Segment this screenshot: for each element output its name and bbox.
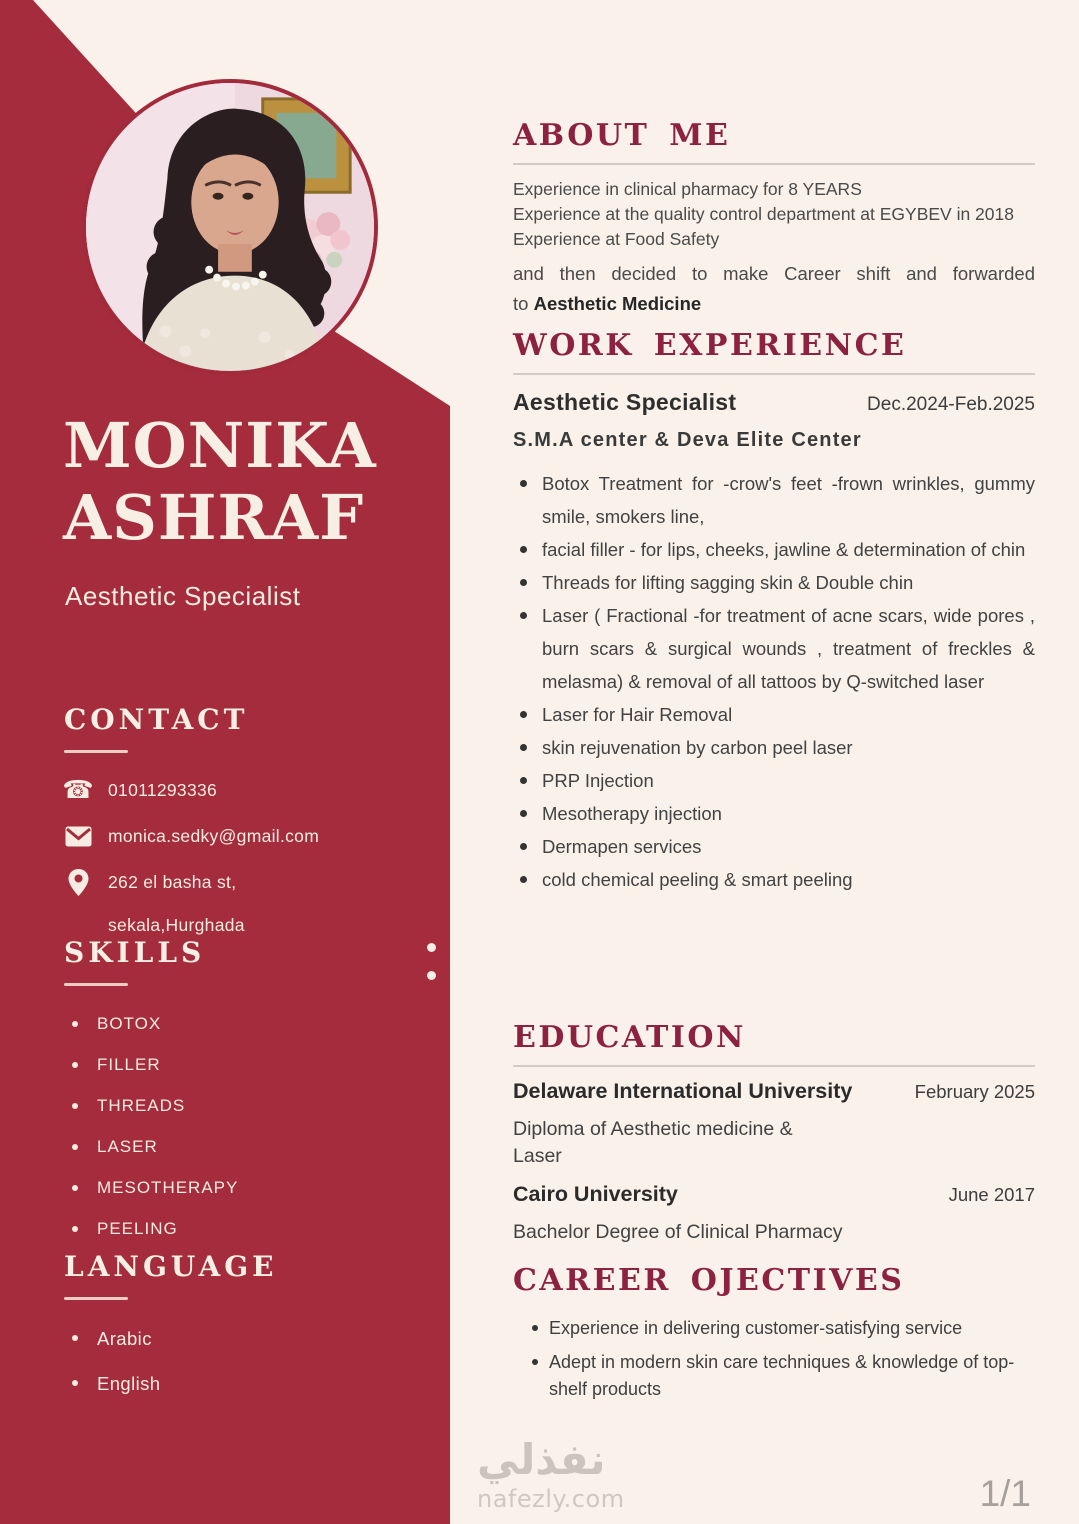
contact-section [0,703,450,936]
work-bullet: PRP Injection [513,764,1035,797]
education-date: February 2025 [914,1081,1035,1102]
section-divider [513,373,1035,375]
about-section [513,118,1035,319]
skill-item: PEELING [64,1217,450,1241]
name-line-2: ASHRAF [63,481,365,554]
work-bullet: Botox Treatment for -crow's feet -frown wrinkles, gummy smile, smokers line, [513,467,1035,533]
work-bullet: Threads for lifting sagging skin & Double chin [513,566,1035,599]
language-item: English [64,1371,450,1397]
contact-item-phone [64,777,450,803]
work-bullet: cold chemical peeling & smart peeling [513,863,1035,896]
email-address: monica.sedky@gmail.com [108,826,320,846]
contact-item-email [64,823,450,849]
skills-heading: SKILLS [64,936,206,969]
skill-item: LASER [64,1135,450,1159]
language-item: Arabic [64,1326,450,1352]
language-heading: LANGUAGE [64,1250,278,1283]
about-line: Experience at the quality control department at EGYBEV in 2018 [513,204,1014,224]
contact-heading: CONTACT [64,703,249,736]
about-heading: ABOUT ME [513,118,731,153]
objectives-bullet-list [513,1315,1035,1403]
contact-list [64,777,450,936]
school-name: Delaware International University [513,1079,853,1103]
skills-section [0,936,450,1258]
address-line-2: sekala,Hurghada [108,915,245,935]
education-entry [513,1182,1035,1246]
contact-underline [64,750,128,753]
school-name: Cairo University [513,1182,678,1206]
education-date: June 2017 [948,1184,1035,1205]
work-heading: WORK EXPERIENCE [513,328,907,363]
degree-name: Bachelor Degree of Clinical Pharmacy [513,1221,843,1243]
degree-name [513,1116,1035,1170]
work-section [513,328,1035,896]
about-final-line-2 [513,289,1035,319]
skill-item: THREADS [64,1094,450,1118]
watermark-logo: نفذلي [477,1435,606,1484]
page-indicator: 1/1 [979,1473,1031,1514]
work-bullet: Laser for Hair Removal [513,698,1035,731]
work-bullet: Mesotherapy injection [513,797,1035,830]
work-bullet: Laser ( Fractional -for treatment of acne scars, wide pores , burn scars & surgical wounds , treatment of freckles & melasma) & removal of all tattoos by Q-switched laser [513,599,1035,698]
work-job-title: Aesthetic Specialist [513,389,737,415]
about-final-bold: Aesthetic Medicine [533,293,702,314]
name-line-1: MONIKA [63,409,377,482]
about-final-prefix: to [513,293,534,314]
language-section [0,1250,450,1416]
section-divider [513,1065,1035,1067]
objectives-bullet: Experience in delivering customer-satisfying service [513,1315,1035,1342]
objectives-section [513,1263,1035,1410]
skills-list [64,1012,450,1241]
objectives-heading: CAREER OJECTIVES [513,1263,905,1298]
email-icon [64,823,92,849]
section-divider [513,163,1035,165]
sidebar-job-title: Aesthetic Specialist [65,581,301,611]
about-line: Experience in clinical pharmacy for 8 YEARS [513,179,862,199]
work-bullet: skin rejuvenation by carbon peel laser [513,731,1035,764]
work-date-range: Dec.2024-Feb.2025 [867,394,1035,415]
skill-item: FILLER [64,1053,450,1077]
skill-item: MESOTHERAPY [64,1176,450,1200]
watermark [477,1437,625,1513]
skills-underline [64,983,128,986]
about-final-line-1: and then decided to make Career shift and forwarded [513,263,1035,284]
about-line: Experience at Food Safety [513,229,720,249]
watermark-site: nafezly.com [477,1485,625,1513]
address-line-1: 262 el basha st, [108,872,237,892]
work-bullet: facial filler - for lips, cheeks, jawline & determination of chin [513,533,1035,566]
objectives-bullet: Adept in modern skin care techniques & knowledge of top-shelf products [513,1349,1035,1403]
work-bullet: Dermapen services [513,830,1035,863]
language-list [64,1326,450,1397]
work-job-row [513,389,1035,416]
degree-line-1: Diploma of Aesthetic medicine & [513,1118,793,1140]
location-icon [64,869,92,895]
degree-line-2: Laser [513,1145,562,1167]
education-heading: EDUCATION [513,1020,746,1055]
skill-item: BOTOX [64,1012,450,1036]
language-underline [64,1297,128,1300]
phone-icon: ☎ [62,775,94,804]
contact-item-address [64,869,450,895]
name [63,410,377,554]
about-lines [513,177,1035,252]
about-final-paragraph [513,259,1035,319]
photo-portrait-illustration [86,83,374,371]
profile-photo [82,79,378,375]
phone-number: 01011293336 [108,780,218,800]
education-section [513,1020,1035,1246]
work-employer: S.M.A center & Deva Elite Center [513,429,862,451]
work-bullet-list [513,467,1035,896]
education-entry [513,1079,1035,1170]
